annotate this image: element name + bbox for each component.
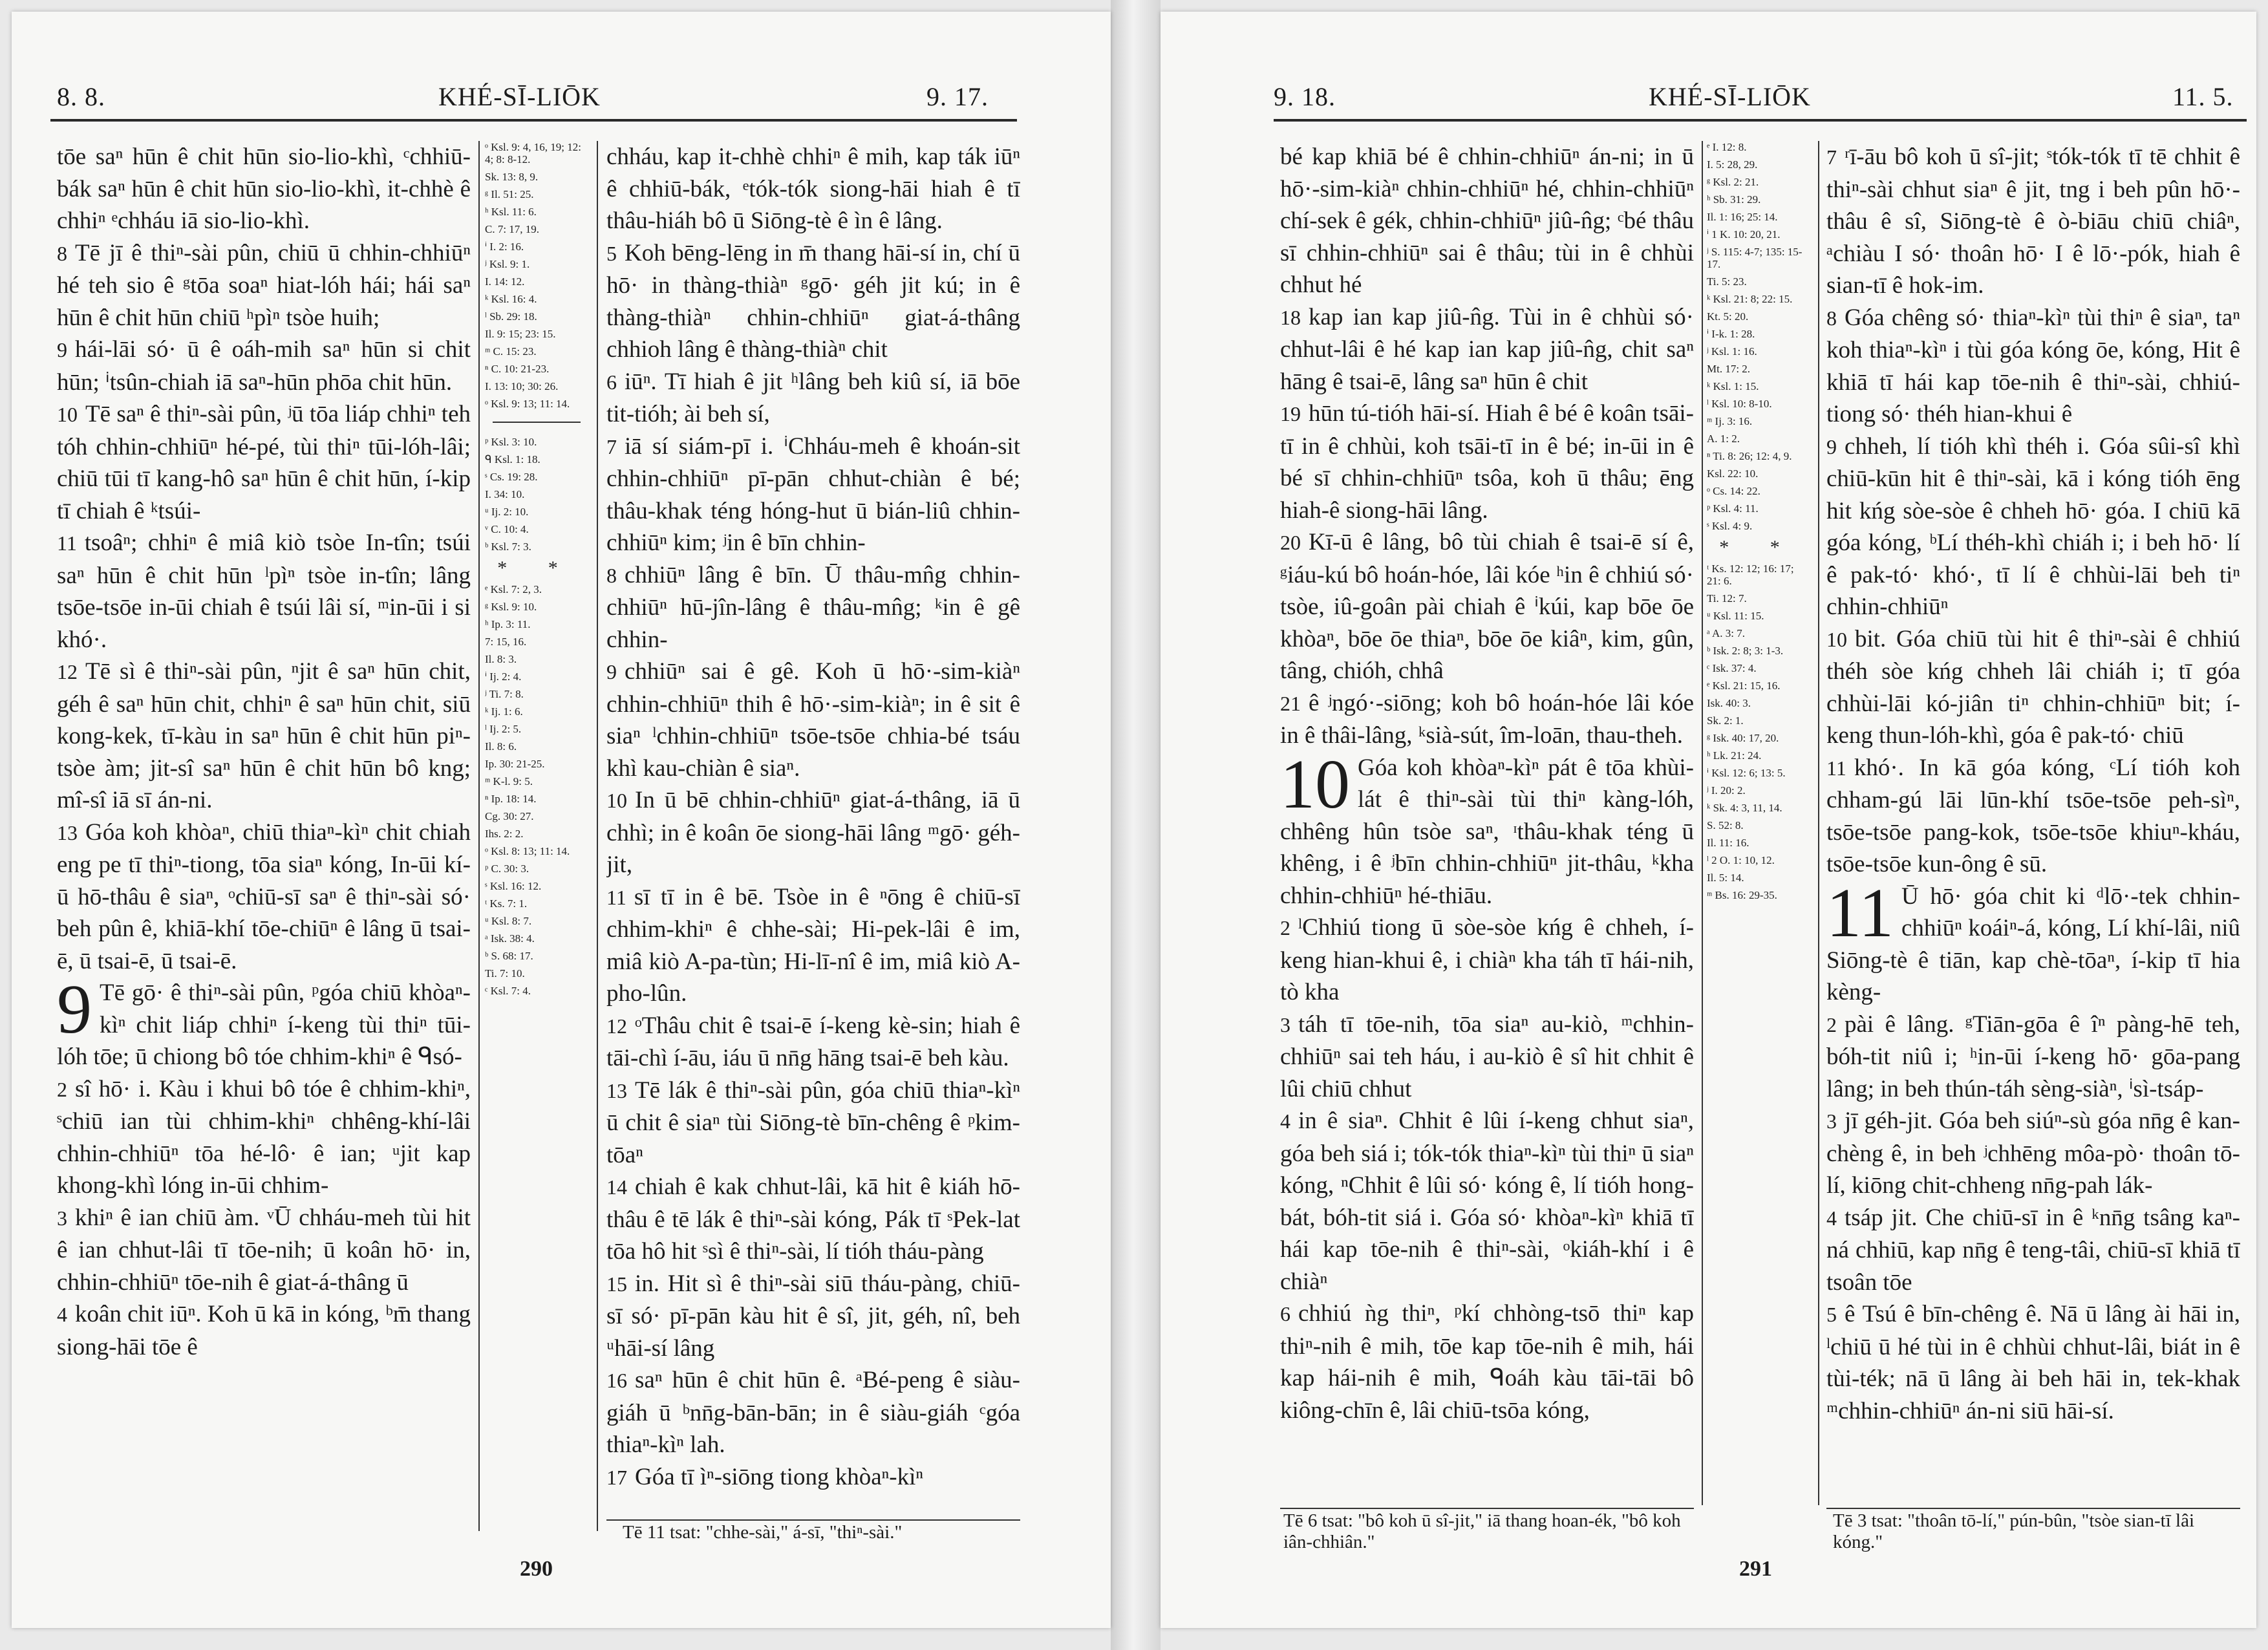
cross-reference: ᵒ Ksl. 9: 13; 11: 14. [485, 398, 570, 410]
cross-reference: ᵗ Ks. 7: 1. [485, 897, 528, 910]
cross-reference: ˡ Sb. 29: 18. [485, 310, 537, 323]
verse-text: tsoâⁿ; chhiⁿ ê miâ kiò tsòe In-tîn; tsúi saⁿ hūn ê chit hūn ˡpìⁿ tsòe in-tîn; lâng tsōe-tsōe in-ūi chiah ê tsúi lâi sí, ᵐin-ūi i si khó·. [57, 530, 471, 653]
left-header-title: KHÉ-SĪ-LIŌK [438, 82, 601, 111]
left-col1-verse [57, 1073, 471, 1202]
verse-number: 21 [1280, 691, 1301, 715]
cross-reference: Il. 1: 16; 25: 14. [1707, 211, 1778, 223]
cross-reference: I. 5: 28, 29. [1707, 158, 1758, 171]
verse-text: Tē gō· ê thiⁿ-sài pûn, ᵖgóa chiū khòaⁿ-kìⁿ chit liáp chhiⁿ í-keng tùi thiⁿ tūi-lóh tōe; ū chiong bô tóe chhim-khiⁿ ê ᑫsó- [57, 980, 471, 1070]
right-header-title: KHÉ-SĪ-LIŌK [1649, 82, 1811, 111]
cross-reference: Ip. 30: 21-25. [485, 758, 545, 770]
cross-reference: ᵒ Ksl. 9: 4, 16, 19; 12: 4; 8: 8-12. [485, 141, 581, 166]
cross-reference: ⁿ C. 10: 21-23. [485, 363, 550, 375]
left-col2-verse [606, 1171, 1020, 1268]
cross-reference: Il. 11: 16. [1707, 837, 1749, 849]
verse-text: In ū bē chhin-chhiūⁿ giat-á-thâng, iā ū chhì; in ê koân ōe siong-hāi lâng ᵐgō· géh-jit, [606, 787, 1020, 878]
right-col1-verse [1280, 526, 1694, 687]
reference-stars-divider: * * [497, 557, 576, 579]
cross-reference: ᵇ Isk. 2: 8; 3: 1-3. [1707, 645, 1784, 657]
cross-reference: Ihs. 2: 2. [485, 828, 524, 840]
right-col2-verse [1826, 1298, 2240, 1427]
left-col1-verse [57, 141, 471, 237]
left-page-number: 290 [520, 1557, 553, 1581]
cross-reference: ⁿ Ip. 18: 14. [485, 793, 537, 805]
verse-number: 3 [57, 1206, 67, 1230]
verse-number: 4 [1280, 1109, 1290, 1133]
verse-number: 10 [57, 403, 78, 426]
verse-number: 13 [57, 820, 78, 844]
cross-reference: ˡ 2 O. 1: 10, 12. [1707, 854, 1775, 866]
verse-text: táh tī tōe-nih, tōa siaⁿ au-kiò, ᵐchhin-chhiūⁿ sai teh háu, i au-kiò ê sî hit chhit ê lûi chiū chhut [1280, 1011, 1694, 1102]
left-running-header [25, 81, 1014, 120]
verse-text: Tē jī ê thiⁿ-sài pûn, chiū ū chhin-chhiūⁿ hé teh sio ê ᵍtōa soaⁿ hiat-lóh hái; hái saⁿ hūn ê chit hūn chiū ʰpìⁿ tsòe huih; [57, 239, 471, 331]
left-col2-verse [606, 656, 1020, 784]
reference-stars-divider: * * [1719, 537, 1798, 558]
verse-number: 9 [1826, 434, 1837, 458]
cross-reference: ᵖ C. 30: 3. [485, 862, 530, 875]
right-col1-verse [1280, 141, 1694, 301]
cross-reference: ⁿ Ti. 8: 26; 12: 4, 9. [1707, 450, 1792, 462]
left-col1-verse [57, 527, 471, 656]
cross-reference: Sk. 13: 8, 9. [485, 171, 539, 183]
verse-text: jī géh-jit. Góa beh siúⁿ-sù góa nn̄g ê kan-chèng ê, in beh ʲchhēng môa-pò· thoân tō-lí, kiōng chit-chheng nn̄g-pah lák- [1826, 1108, 2240, 1199]
cross-reference: ᵒ Cs. 14: 22. [1707, 485, 1760, 497]
right-col1-verse [1280, 745, 1694, 912]
cross-reference: Sk. 2: 1. [1707, 714, 1744, 727]
left-header-ref-end: 9. 17. [926, 82, 989, 111]
left-col2-verse [606, 366, 1020, 431]
right-col2-verse [1826, 623, 2240, 752]
right-header-ref-start: 9. 18. [1274, 82, 1336, 111]
right-running-header [1274, 81, 2243, 120]
verse-text: Koh bēng-lēng in m̄ thang hāi-sí in, chí ū hō· in thàng-thiàⁿ ᵍgō· géh jit kú; in ê thàng-thiàⁿ chhin-chhiūⁿ giat-á-thâng chhioh lâng ê thàng-thiàⁿ chit [606, 239, 1020, 363]
cross-reference: Isk. 40: 3. [1707, 697, 1751, 709]
cross-reference: ᵐ Bs. 16: 29-35. [1707, 889, 1777, 901]
left-col1-verse [57, 398, 471, 527]
verse-number: 11 [606, 885, 626, 909]
verse-text: Góa koh khòaⁿ, chiū thiaⁿ-kìⁿ chit chiah eng pe tī thiⁿ-tiong, tōa siaⁿ kóng, In-ūi kí-ū hō-thâu ê siaⁿ, ᵒchiū-sī saⁿ ê thiⁿ-sài só· beh pûn ê, khiā-khí tōe-chiūⁿ ê lâng ū tsai-ē, ū tsai-ē, ū tsai-ē. [57, 819, 471, 974]
verse-text: ʳī-āu bô koh ū sî-jit; ˢtók-tók tī tē chhit ê thiⁿ-sài chhut siaⁿ ê jit, tng i beh pûn hō·-thâu ê sî, Siōng-tè ê ò-biāu chiū chiâⁿ, ᵃchiàu I só· thoân hō· I ê lō·-pók, hiah ê sian-tī ê hok-im. [1826, 144, 2240, 299]
cross-reference: ᵏ Ksl. 1: 15. [1707, 380, 1759, 392]
left-col2-verse [606, 141, 1020, 237]
verse-text: pài ê lâng. ᵍTiān-gōa ê îⁿ pàng-hē teh, bóh-tit niû i; ʰin-ūi í-keng hō· gōa-pang lâng; in beh thún-táh sèng-siàⁿ, ⁱsì-tsáp- [1826, 1011, 2240, 1102]
verse-number: 11 [1826, 756, 1846, 780]
verse-text: Tē saⁿ ê thiⁿ-sài pûn, ʲū tōa liáp chhiⁿ teh tóh chhin-chhiūⁿ hé-pé, tùi thiⁿ tūi-lóh-lâi; chiū tūi tī kang-hô saⁿ hūn ê chit hūn, í-kip tī chiah ê ᵏtsúi- [57, 401, 471, 524]
right-text-column-2 [1826, 141, 2240, 1505]
verse-text: chhiūⁿ lâng ê bīn. Ū thâu-mn̂g chhin-chhiūⁿ hū-jîn-lâng ê thâu-mn̂g; ᵏin ê gê chhin- [606, 561, 1020, 653]
verse-text: khiⁿ ê ian chiū àm. ᵛŪ chháu-meh tùi hit ê ian chhut-lâi tī tōe-nih; ū koân hō· in, chhin-chhiūⁿ tōe-nih ê giat-á-thâng ū [57, 1204, 471, 1296]
verse-number: 20 [1280, 531, 1301, 554]
left-col2-verse [606, 237, 1020, 366]
left-header-ref-start: 8. 8. [57, 82, 105, 111]
left-text-column-1 [57, 141, 471, 1518]
verse-text: Ū hō· góa chit ki ᵈlō·-tek chhin-chhiūⁿ koáiⁿ-á, kóng, Lí khí-lâi, niû Siōng-tè ê tiān, kap chè-tōaⁿ, í-kip tī hia kèng- [1826, 883, 2240, 1005]
right-col2-verse [1826, 141, 2240, 302]
cross-reference: Il. 5: 14. [1707, 872, 1744, 884]
cross-reference: S. 52: 8. [1707, 819, 1744, 831]
verse-number: 6 [1280, 1302, 1290, 1325]
left-header-rule [50, 119, 1017, 122]
verse-number: 2 [1280, 916, 1290, 939]
verse-number: 2 [1826, 1012, 1837, 1036]
verse-text: iūⁿ. Tī hiah ê jit ʰlâng beh kiû sí, iā bōe tit-tióh; ài beh sí, [606, 368, 1020, 427]
cross-reference: ᵘ Ksl. 8: 7. [485, 915, 532, 927]
right-col1-verse [1280, 398, 1694, 526]
cross-reference: ʲ Ksl. 9: 1. [485, 258, 530, 270]
cross-reference: Mt. 17: 2. [1707, 363, 1751, 375]
verse-text: bit. Góa chiū tùi hit ê thiⁿ-sài ê chhiú théh sòe kńg chheh lâi chiáh i; tī góa chhùi-lāi kó-jiân tiⁿ chhin-chhiūⁿ bit; í-keng thun-lóh-khì, góa ê pak-tó· chiū [1826, 625, 2240, 749]
right-column-divider-1 [1702, 141, 1703, 1505]
cross-reference: I. 13: 10; 30: 26. [485, 380, 559, 392]
right-col2-verse [1826, 752, 2240, 881]
cross-reference: ᵏ Sk. 4: 3, 11, 14. [1707, 802, 1782, 814]
left-column-divider-2 [597, 141, 598, 1531]
right-col1-verse [1280, 1298, 1694, 1426]
verse-number: 15 [606, 1272, 627, 1296]
chapter-number: 11 [1826, 874, 1894, 952]
verse-text: sî hō· i. Kàu i khui bô tóe ê chhim-khiⁿ, ˢchiū ian tùi chhim-khiⁿ chhêng-khí-lâi chhin-chhiūⁿ tōa hé-lô· ê ian; ᵘjit kap khong-khì lóng in-ūi chhim- [57, 1075, 471, 1199]
verse-text: hái-lāi só· ū ê oáh-mih saⁿ hūn si chit hūn; ⁱtsûn-chiah iā saⁿ-hūn phōa chit hūn. [57, 336, 471, 396]
verse-text: khó·. In kā góa kóng, ᶜLí tióh koh chham-gú lāi lūn-khí tsōe-tsōe peh-sìⁿ, tsōe-tsōe pang-kok, tsōe-tsōe khiuⁿ-kháu, tsōe-tsōe kun-ông ê sū. [1826, 754, 2240, 877]
verse-number: 3 [1280, 1012, 1290, 1036]
cross-reference: ᵗ Ks. 12: 12; 16: 17; 21: 6. [1707, 562, 1794, 587]
verse-text: Kī-ū ê lâng, bô tùi chiah ê tsai-ē sí ê, ᵍiáu-kú bô hoán-hóe, lâi kóe ʰin ê chhiú só· tsòe, iû-goân pài chiah ê ⁱkúi, kap bōe ōe khòaⁿ, bōe ōe thiaⁿ, bōe ōe kiâⁿ, kim, gûn, tâng, chióh, chhâ [1280, 529, 1694, 684]
verse-number: 12 [606, 1014, 627, 1038]
cross-reference: ˢ Ksl. 16: 12. [485, 880, 542, 892]
cross-reference: ᵘ Ksl. 11: 15. [1707, 610, 1764, 622]
left-col2-verse [606, 1364, 1020, 1461]
verse-text: Góa chêng só· thiaⁿ-kìⁿ tùi thiⁿ ê siaⁿ, taⁿ koh thiaⁿ-kìⁿ i tùi góa kóng ōe, kóng, Hit ê khiā tī hái kap tōe-nih ê thiⁿ-sài, chhiú-tiong só· théh hian-khui ê [1826, 304, 2240, 427]
cross-reference: ᵖ Ksl. 3: 10. [485, 436, 537, 448]
verse-text: chheh, lí tióh khì théh i. Góa sûi-sî khì chiū-kūn hit ê thiⁿ-sài, kā i kóng tióh ēng hit kńg sòe-sòe ê chheh hō· góa. I chiū kā góa kóng, ᵇLí théh-khì chiáh i; i beh hō· lí ê pak-tó· khó·, tī lí ê chhùi-lāi beh tiⁿ chhin-chhiūⁿ [1826, 433, 2240, 620]
cross-reference: ᵇ S. 68: 17. [485, 950, 533, 962]
verse-text: saⁿ hūn ê chit hūn ê. ᵃBé-peng ê siàu-giáh ū ᵇnn̄g-bān-bān; in ê siàu-giáh ᶜgóa thiaⁿ-kìⁿ lah. [606, 1367, 1020, 1458]
verse-number: 5 [606, 241, 617, 265]
left-col1-verse [57, 971, 471, 1073]
cross-reference: Ti. 5: 23. [1707, 275, 1747, 288]
cross-reference: ᵃ A. 3: 7. [1707, 627, 1745, 639]
chapter-number: 9 [57, 971, 92, 1048]
verse-text: tsáp jit. Che chiū-sī in ê ᵏnn̄g tsâng kaⁿ-ná chhiū, kap nn̄g ê teng-tâi, chiū-sī khiā tī tsoân tōe [1826, 1204, 2240, 1296]
verse-text: chháu, kap it-chhè chhiⁿ ê mih, kap ták iūⁿ ê chhiū-bák, ᵉtók-tók siong-hāi hiah ê tī thâu-hiáh bô ū Siōng-tè ê ìn ê lâng. [606, 144, 1020, 234]
cross-reference: Ti. 12: 7. [1707, 592, 1747, 605]
cross-reference: ᵏ Ij. 1: 6. [485, 705, 523, 718]
left-col2-verse [606, 1461, 1020, 1494]
left-col2-verse [606, 1075, 1020, 1172]
right-cross-references [1707, 141, 1810, 1505]
verse-number: 7 [606, 434, 617, 458]
cross-reference: ᵘ Ij. 2: 10. [485, 506, 529, 518]
right-col1-verse [1280, 1105, 1694, 1298]
verse-text: chhiú ǹg thiⁿ, ᵖkí chhòng-tsō thiⁿ kap thiⁿ-nih ê mih, tōe kap tōe-nih ê mih, hái kap hái-nih ê mih, ᑫoáh kàu tāi-tāi bô kiông-chīn ê, lâi chiū-tsōa kóng, [1280, 1300, 1694, 1424]
verse-number: 13 [606, 1078, 627, 1102]
left-col2-verse [606, 1010, 1020, 1075]
right-footnote-rule-1 [1280, 1508, 1694, 1509]
cross-reference: ᑫ Ksl. 1: 18. [485, 453, 540, 466]
verse-number: 5 [1826, 1303, 1837, 1326]
right-col1-verse [1280, 687, 1694, 752]
verse-text: Góa koh khòaⁿ-kìⁿ pát ê tōa khùi-lát ê thiⁿ-sài tùi thiⁿ kàng-lóh, chhêng hûn tsòe saⁿ, ᶦthâu-khak téng ū khêng, i ê ʲbīn chhin-chhiūⁿ jit-thâu, ᵏkha chhin-chhiūⁿ hé-thiāu. [1280, 754, 1694, 909]
right-col2-verse [1826, 1009, 2240, 1106]
verse-number: 4 [57, 1303, 67, 1326]
verse-text: Tē sì ê thiⁿ-sài pûn, ⁿjit ê saⁿ hūn chit, géh ê saⁿ hūn chit, chhiⁿ ê saⁿ hūn chit, siū kong-kek, tī-kàu in saⁿ hūn ê chit hūn piⁿ-tsòe àm; jit-sî saⁿ hūn ê chit hūn bô kng; mî-sî iā sī án-ni. [57, 658, 471, 813]
cross-reference: ᵏ Ksl. 16: 4. [485, 293, 537, 305]
right-footnote-2: Tē 3 tsat: "thoân tō-lí," pún-bûn, "tsòe sian-tī lâi kóng." [1833, 1510, 2195, 1552]
left-col2-verse [606, 559, 1020, 656]
cross-reference: ʰ Sb. 31: 29. [1707, 193, 1761, 206]
right-footnote-rule-2 [1826, 1508, 2240, 1509]
cross-reference: I. 34: 10. [485, 488, 525, 500]
cross-reference: Il. 8: 3. [485, 653, 517, 665]
verse-number: 18 [1280, 305, 1301, 329]
cross-reference: 7: 15, 16. [485, 636, 527, 648]
cross-reference: ʲ I. 20: 2. [1707, 784, 1746, 797]
right-col1-verse [1280, 912, 1694, 1009]
verse-text: Tē lák ê thiⁿ-sài pûn, góa chiū thiaⁿ-kìⁿ ū chit ê siaⁿ tùi Siōng-tè bīn-chêng ê ᵖkim-tōaⁿ [606, 1077, 1020, 1168]
cross-reference: ᵉ Ksl. 21: 15, 16. [1707, 680, 1781, 692]
verse-number: 6 [606, 370, 617, 394]
verse-text: ˡChhiú tiong ū sòe-sòe kńg ê chheh, í-keng hian-khui ê, i chiàⁿ kha táh tī hái-nih, tò kha [1280, 914, 1694, 1005]
left-col1-verse [57, 656, 471, 817]
right-page-number: 291 [1739, 1557, 1772, 1581]
cross-reference: ᵐ C. 15: 23. [485, 345, 537, 358]
right-col2-verse [1826, 874, 2240, 1009]
verse-number: 14 [606, 1175, 627, 1199]
cross-reference: Ti. 7: 10. [485, 967, 525, 980]
left-col1-verse [57, 1298, 471, 1363]
verse-text: ê Tsú ê bīn-chêng ê. Nā ū lâng ài hāi in, ˡchiū ū hé tùi in ê chhùi chhut-lâi, biát in ê tùi-ték; nā ū lâng ài beh hāi in, tek-khak ᵐchhin-chhiūⁿ án-ni siū hāi-sí. [1826, 1301, 2240, 1424]
verse-number: 7 [1826, 145, 1837, 169]
cross-reference: ⁱ Ksl. 12: 6; 13: 5. [1707, 767, 1786, 779]
left-footnote-rule [606, 1519, 1020, 1521]
left-column-divider-1 [478, 141, 480, 1531]
left-cross-references [485, 141, 588, 1518]
cross-reference: ᵍ Isk. 40: 17, 20. [1707, 732, 1779, 744]
cross-reference: I. 14: 12. [485, 275, 525, 288]
left-text-column-2 [606, 141, 1020, 1518]
verse-number: 19 [1280, 402, 1301, 425]
right-header-ref-end: 11. 5. [2172, 82, 2234, 111]
cross-reference: ˢ Ksl. 4: 9. [1707, 520, 1753, 532]
right-page [1161, 12, 2256, 1628]
verse-text: sī tī in ê bē. Tsòe in ê ⁿōng ê chiū-sī chhim-khiⁿ ê chhe-sài; Hi-pek-lâi ê im, miâ kiò A-pa-tùn; Hi-lī-nî ê im, miâ kiò A-pho-lûn. [606, 883, 1020, 1007]
cross-reference: ⁱ 1 K. 10: 20, 21. [1707, 228, 1781, 241]
verse-number: 16 [606, 1369, 627, 1392]
right-col1-verse [1280, 301, 1694, 398]
verse-text: hūn tú-tióh hāi-sí. Hiah ê bé ê koân tsāi-tī in ê chhùi, koh tsāi-tī in ê bé; in-ūi in ê bé sī chhin-chhiūⁿ tsôa, koh ū thâu; ēng hiah-ê siong-hāi lâng. [1280, 400, 1694, 524]
cross-reference: ʰ Lk. 21: 24. [1707, 749, 1762, 762]
verse-text: chhiūⁿ sai ê gê. Koh ū hō·-sim-kiàⁿ chhin-chhiūⁿ thih ê hō·-sim-kiàⁿ; in ê sit ê siaⁿ ˡchhin-chhiūⁿ tsōe-tsōe chhia-bé tsáu khì kau-chiàn ê siaⁿ. [606, 658, 1020, 782]
cross-reference: C. 7: 17, 19. [485, 223, 540, 235]
cross-reference: ʰ Ip. 3: 11. [485, 618, 531, 630]
cross-reference: ᵒ Ksl. 8: 13; 11: 14. [485, 845, 570, 857]
right-footnote-1: Tē 6 tsat: "bô koh ū sî-jit," iā thang hoan-ék, "bô koh iân-chhiân." [1283, 1510, 1681, 1552]
verse-number: 9 [57, 338, 67, 361]
verse-number: 12 [57, 660, 78, 683]
verse-number: 8 [606, 563, 617, 587]
left-col1-verse [57, 334, 471, 398]
cross-reference: ᵐ Ij. 3: 16. [1707, 415, 1753, 427]
right-col1-verse [1280, 1009, 1694, 1106]
left-col1-verse [57, 817, 471, 978]
verse-text: in. Hit sì ê thiⁿ-sài siū tháu-pàng, chiū-sī só· pī-pān kàu hit ê sî, jit, géh, nî, beh ᵘhāi-sí lâng [606, 1270, 1020, 1362]
verse-text: bé kap khiā bé ê chhin-chhiūⁿ án-ni; in ū hō·-sim-kiàⁿ chhin-chhiūⁿ hé, chhin-chhiūⁿ chí-sek ê gék, chhin-chhiūⁿ jiû-n̂g; ᶜbé thâu sī chhin-chhiūⁿ sai ê thâu; tùi in ê chhùi chhut hé [1280, 144, 1694, 298]
cross-reference: ᶜ Ksl. 7: 4. [485, 985, 531, 997]
cross-reference: ⁱ I. 2: 16. [485, 241, 524, 253]
left-col1-verse [57, 237, 471, 334]
book-gutter [1111, 0, 1161, 1650]
cross-reference: ʰ Ksl. 11: 6. [485, 206, 537, 218]
left-col2-verse [606, 784, 1020, 881]
cross-reference: ʲ Ti. 7: 8. [485, 688, 524, 700]
left-col2-verse [606, 431, 1020, 559]
verse-number: 17 [606, 1465, 627, 1489]
verse-text: tōe saⁿ hūn ê chit hūn sio-lio-khì, ᶜchhiū-bák saⁿ hūn ê chit hūn sio-lio-khì, it-chhè ê chhiⁿ ᵉchháu iā sio-lio-khì. [57, 144, 471, 234]
right-header-rule [1274, 119, 2247, 122]
cross-reference: Kt. 5: 20. [1707, 310, 1749, 323]
cross-reference: ᵍ Ksl. 9: 10. [485, 601, 537, 613]
cross-reference: ᵇ Ksl. 7: 3. [485, 541, 531, 553]
verse-number: 4 [1826, 1206, 1837, 1230]
cross-reference: ᵏ Ksl. 21: 8; 22: 15. [1707, 293, 1793, 305]
reference-separator [493, 422, 581, 423]
verse-text: koân chit iūⁿ. Koh ū kā in kóng, ᵇm̄ thang siong-hāi tōe ê [57, 1301, 471, 1360]
cross-reference: ᵃ Isk. 38: 4. [485, 932, 535, 945]
cross-reference: ˡ Ksl. 10: 8-10. [1707, 398, 1772, 410]
verse-number: 3 [1826, 1109, 1837, 1133]
cross-reference: ᵍ Ksl. 2: 21. [1707, 176, 1759, 188]
cross-reference: Ksl. 22: 10. [1707, 467, 1759, 480]
cross-reference: ᵉ Ksl. 7: 2, 3. [485, 583, 542, 595]
verse-text: in ê siaⁿ. Chhit ê lûi í-keng chhut siaⁿ, góa beh siá i; tók-tók thiaⁿ-kìⁿ tùi thiⁿ ū siaⁿ kóng, ⁿChhit ê lûi só· kóng ê, lí tióh hong-bát, bóh-tit siá i. Góa só· khòaⁿ-kìⁿ khiā tī hái kap tōe-nih ê thiⁿ-sài, ᵒkiáh-khí i ê chiàⁿ [1280, 1108, 1694, 1295]
cross-reference: ⁱ I-k. 1: 28. [1707, 328, 1755, 340]
verse-number: 10 [1826, 627, 1847, 651]
verse-text: kap ian kap jiû-n̂g. Tùi in ê chhùi só· chhut-lâi ê hé kap ian kap jiû-n̂g, chit saⁿ hāng ê tsai-ē, lâng saⁿ hūn ê chit [1280, 303, 1694, 395]
verse-text: ᵒThâu chit ê tsai-ē í-keng kè-sin; hiah ê tāi-chì í-āu, iáu ū nn̄g hāng tsai-ē beh kàu. [606, 1012, 1020, 1071]
verse-number: 8 [1826, 306, 1837, 330]
cross-reference: ʲ S. 115: 4-7; 135: 15-17. [1707, 246, 1803, 270]
left-footnote: Tē 11 tsat: "chhe-sài," á-sī, "thiⁿ-sài." [623, 1522, 903, 1543]
right-text-column-1 [1280, 141, 1694, 1505]
verse-text: iā sí siám-pī i. ⁱChháu-meh ê khoán-sit chhin-chhiūⁿ pī-pān chhut-chiàn ê bé; thâu-khak téng hóng-hut ū bián-liû chhin-chhiūⁿ kim; ʲin ê bīn chhin- [606, 433, 1020, 556]
verse-number: 2 [57, 1077, 67, 1101]
verse-number: 11 [57, 531, 77, 555]
left-col2-verse [606, 881, 1020, 1010]
left-col2-verse [606, 1268, 1020, 1365]
cross-reference: ʲ Ksl. 1: 16. [1707, 345, 1757, 358]
cross-reference: ᵛ C. 10: 4. [485, 523, 529, 535]
cross-reference: ᵉ I. 12: 8. [1707, 141, 1747, 153]
cross-reference: A. 1: 2. [1707, 433, 1740, 445]
cross-reference: ᵖ Ksl. 4: 11. [1707, 502, 1759, 515]
cross-reference: ᵐ K-l. 9: 5. [485, 775, 533, 788]
cross-reference: ᵍ Il. 51: 25. [485, 188, 534, 200]
right-col2-verse [1826, 302, 2240, 431]
cross-reference: Il. 8: 6. [485, 740, 517, 753]
verse-number: 10 [606, 789, 627, 812]
right-col2-verse [1826, 1105, 2240, 1202]
cross-reference: ˡ Ij. 2: 5. [485, 723, 522, 735]
right-column-divider-2 [1818, 141, 1819, 1505]
right-col2-verse [1826, 431, 2240, 623]
cross-reference: Il. 9: 15; 23: 15. [485, 328, 556, 340]
verse-number: 9 [606, 660, 617, 683]
verse-text: ê ʲngó·-siōng; koh bô hoán-hóe lâi kóe in ê thâi-lâng, ᵏsià-sút, îm-loān, thau-theh. [1280, 689, 1694, 749]
verse-text: Góa tī ìⁿ-siōng tiong khòaⁿ-kìⁿ [635, 1463, 924, 1490]
cross-reference: ⁱ Ij. 2: 4. [485, 670, 522, 683]
left-col1-verse [57, 1202, 471, 1299]
verse-number: 8 [57, 241, 67, 265]
right-col2-verse [1826, 1202, 2240, 1299]
cross-reference: ˢ Cs. 19: 28. [485, 471, 538, 483]
cross-reference: ᶜ Isk. 37: 4. [1707, 662, 1757, 674]
cross-reference: Cg. 30: 27. [485, 810, 534, 822]
left-page [12, 12, 1111, 1628]
verse-text: chiah ê kak chhut-lâi, kā hit ê kiáh hō-thâu ê tē lák ê thiⁿ-sài kóng, Pák tī ˢPek-lat tōa hô hit ˢsì ê thiⁿ-sài, lí tióh tháu-pàng [606, 1173, 1020, 1265]
chapter-number: 10 [1280, 745, 1350, 823]
